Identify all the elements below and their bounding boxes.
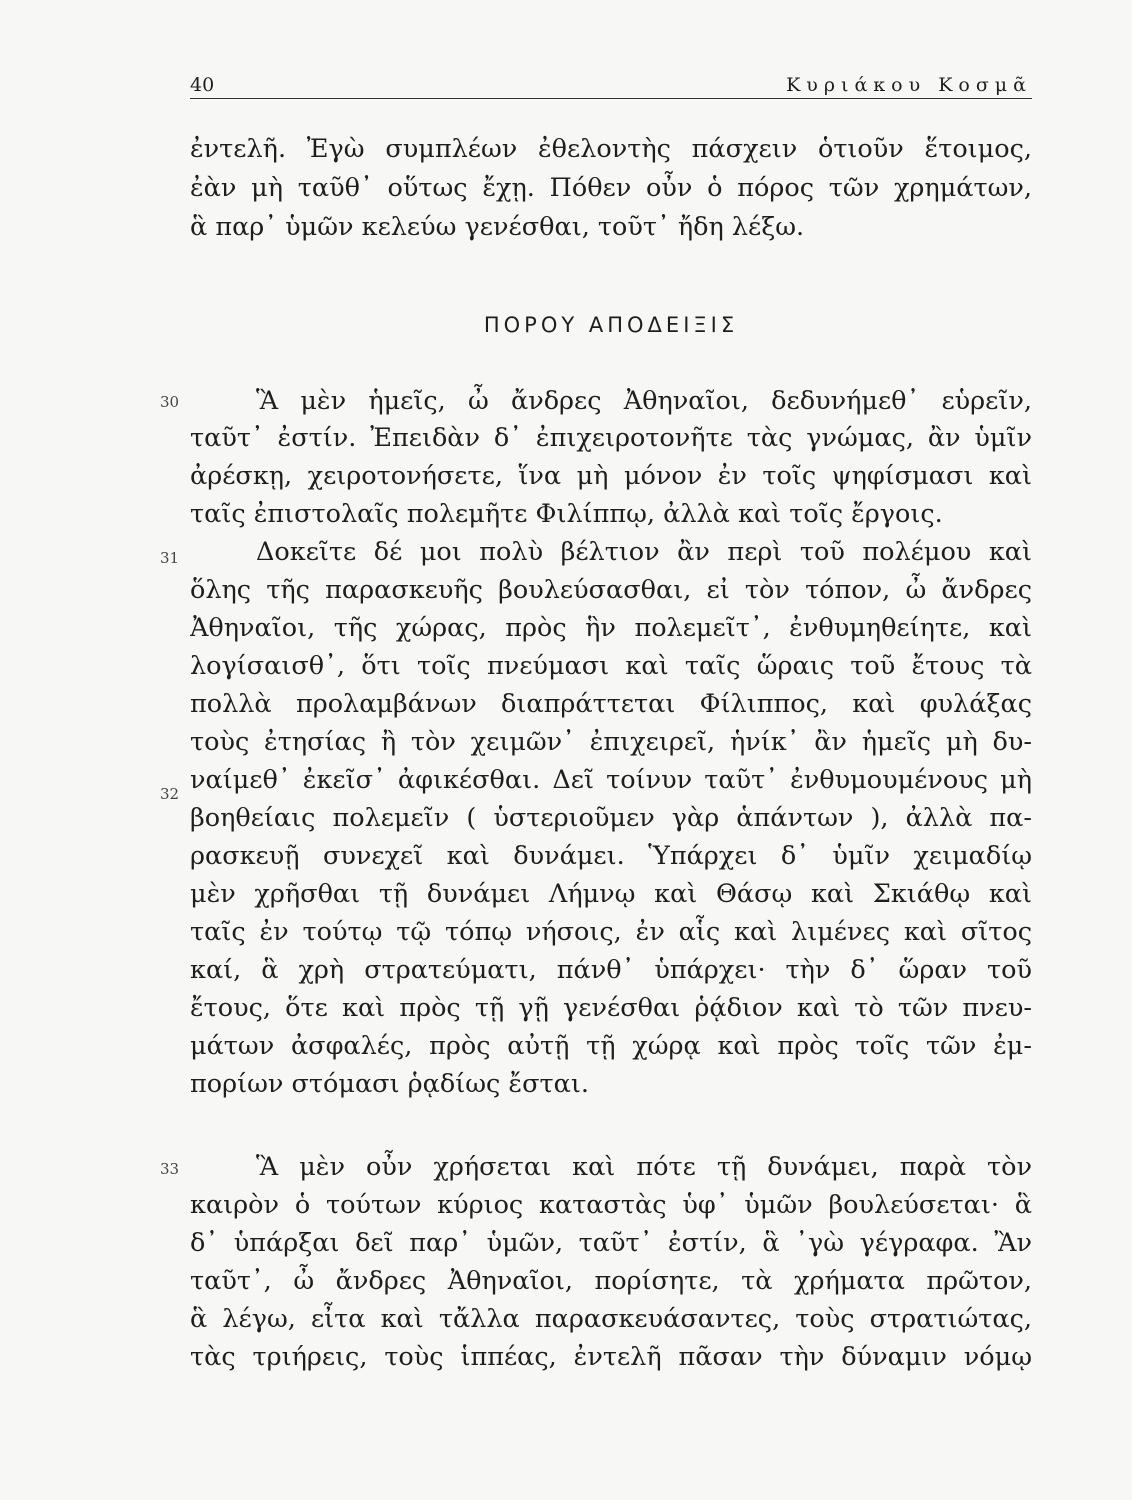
text-line: ἔτους, ὅτε καὶ πρὸς τῇ γῇ γενέσθαι ῥᾴδιον καὶ τὸ τῶν πνευ- xyxy=(190,993,1032,1023)
text-line: ναίμεθ᾽ ἐκεῖσ᾽ ἀφικέσθαι. Δεῖ τοίνυν ταῦτ᾽ ἐνθυμουμένους μὴ xyxy=(190,765,1032,795)
text-line: Ἃ μὲν οὖν χρήσεται καὶ πότε τῇ δυνάμει, παρὰ τὸν xyxy=(256,1152,1032,1182)
text-line: ταῖς ἐν τούτῳ τῷ τόπῳ νήσοις, ἐν αἷς καὶ λιμένες καὶ σῖτος xyxy=(190,917,1032,947)
text-line: ταῦτ᾽, ὦ ἄνδρες Ἀθηναῖοι, πορίσητε, τὰ χρήματα πρῶτον, xyxy=(190,1266,1032,1296)
text-line: καί, ἃ χρὴ στρατεύματι, πάνθ᾽ ὑπάρχει· τὴν δ᾽ ὥραν τοῦ xyxy=(190,955,1032,985)
text-line: ἐὰν μὴ ταῦθ᾽ οὕτως ἔχῃ. Πόθεν οὖν ὁ πόρος τῶν χρημάτων, xyxy=(190,173,1032,203)
text-line: Ἃ μὲν ἡμεῖς, ὦ ἄνδρες Ἀθηναῖοι, δεδυνήμεθ᾽ εὑρεῖν, xyxy=(256,386,1032,416)
page-header xyxy=(190,74,1032,99)
text-line: πολλὰ προλαμβάνων διαπράττεται Φίλιππος, καὶ φυλάξας xyxy=(190,689,1032,719)
section-number-33: 33 xyxy=(160,1160,180,1178)
running-head: Κυριάκου Κοσμᾶ xyxy=(786,74,1032,96)
text-line: ταῦτ᾽ ἐστίν. Ἐπειδὰν δ᾽ ἐπιχειροτονῆτε τὰς γνώμας, ἂν ὑμῖν xyxy=(190,423,1032,453)
text-line: Δοκεῖτε δέ μοι πολὺ βέλτιον ἂν περὶ τοῦ πολέμου καὶ xyxy=(256,537,1032,567)
section-number-31: 31 xyxy=(160,549,180,567)
section-number-32: 32 xyxy=(160,785,180,803)
text-line: τὰς τριήρεις, τοὺς ἱππέας, ἐντελῆ πᾶσαν τὴν δύναμιν νόμῳ xyxy=(190,1342,1032,1372)
text-line: δ᾽ ὑπάρξαι δεῖ παρ᾽ ὑμῶν, ταῦτ᾽ ἐστίν, ἃ ᾽γὼ γέγραφα. Ἂν xyxy=(190,1228,1032,1258)
text-line: πορίων στόμασι ῥᾳδίως ἔσται. xyxy=(190,1069,589,1099)
text-line: ρασκευῇ συνεχεῖ καὶ δυνάμει. Ὑπάρχει δ᾽ ὑμῖν χειμαδίῳ xyxy=(190,841,1032,871)
text-line: Ἀθηναῖοι, τῆς χώρας, πρὸς ἣν πολεμεῖτ᾽, ἐνθυμηθείητε, καὶ xyxy=(190,613,1032,643)
text-line: ἃ λέγω, εἶτα καὶ τἄλλα παρασκευάσαντες, τοὺς στρατιώτας, xyxy=(190,1304,1032,1334)
text-line: καιρὸν ὁ τούτων κύριος καταστὰς ὑφ᾽ ὑμῶν βουλεύσεται· ἃ xyxy=(190,1190,1032,1220)
text-line: ἃ παρ᾽ ὑμῶν κελεύω γενέσθαι, τοῦτ᾽ ἤδη λέξω. xyxy=(190,212,805,242)
text-line: τοὺς ἐτησίας ἢ τὸν χειμῶν᾽ ἐπιχειρεῖ, ἡνίκ᾽ ἂν ἡμεῖς μὴ δυ- xyxy=(190,727,1032,757)
text-line: μὲν χρῆσθαι τῇ δυνάμει Λήμνῳ καὶ Θάσῳ καὶ Σκιάθῳ καὶ xyxy=(190,879,1032,909)
text-line: ὅλης τῆς παρασκευῆς βουλεύσασθαι, εἰ τὸν τόπον, ὦ ἄνδρες xyxy=(190,575,1032,605)
text-line: ταῖς ἐπιστολαῖς πολεμῆτε Φιλίππῳ, ἀλλὰ καὶ τοῖς ἔργοις. xyxy=(190,499,943,529)
text-line: ἐντελῆ. Ἐγὼ συμπλέων ἐθελοντὴς πάσχειν ὁτιοῦν ἕτοιμος, xyxy=(190,134,1032,164)
text-line: βοηθείαις πολεμεῖν ( ὑστεριοῦμεν γὰρ ἁπάντων ), ἀλλὰ πα- xyxy=(190,803,1032,833)
text-line: λογίσαισθ᾽, ὅτι τοῖς πνεύμασι καὶ ταῖς ὥραις τοῦ ἔτους τὰ xyxy=(190,651,1032,681)
text-line: ἀρέσκῃ, χειροτονήσετε, ἵνα μὴ μόνον ἐν τοῖς ψηφίσμασι καὶ xyxy=(190,461,1032,491)
section-number-30: 30 xyxy=(160,393,180,411)
section-heading: ΠΟΡΟΥ ΑΠΟΔΕΙΞΙΣ xyxy=(483,313,739,337)
page-number: 40 xyxy=(190,74,215,96)
text-line: μάτων ἀσφαλές, πρὸς αὐτῇ τῇ χώρᾳ καὶ πρὸς τοῖς τῶν ἐμ- xyxy=(190,1031,1032,1061)
